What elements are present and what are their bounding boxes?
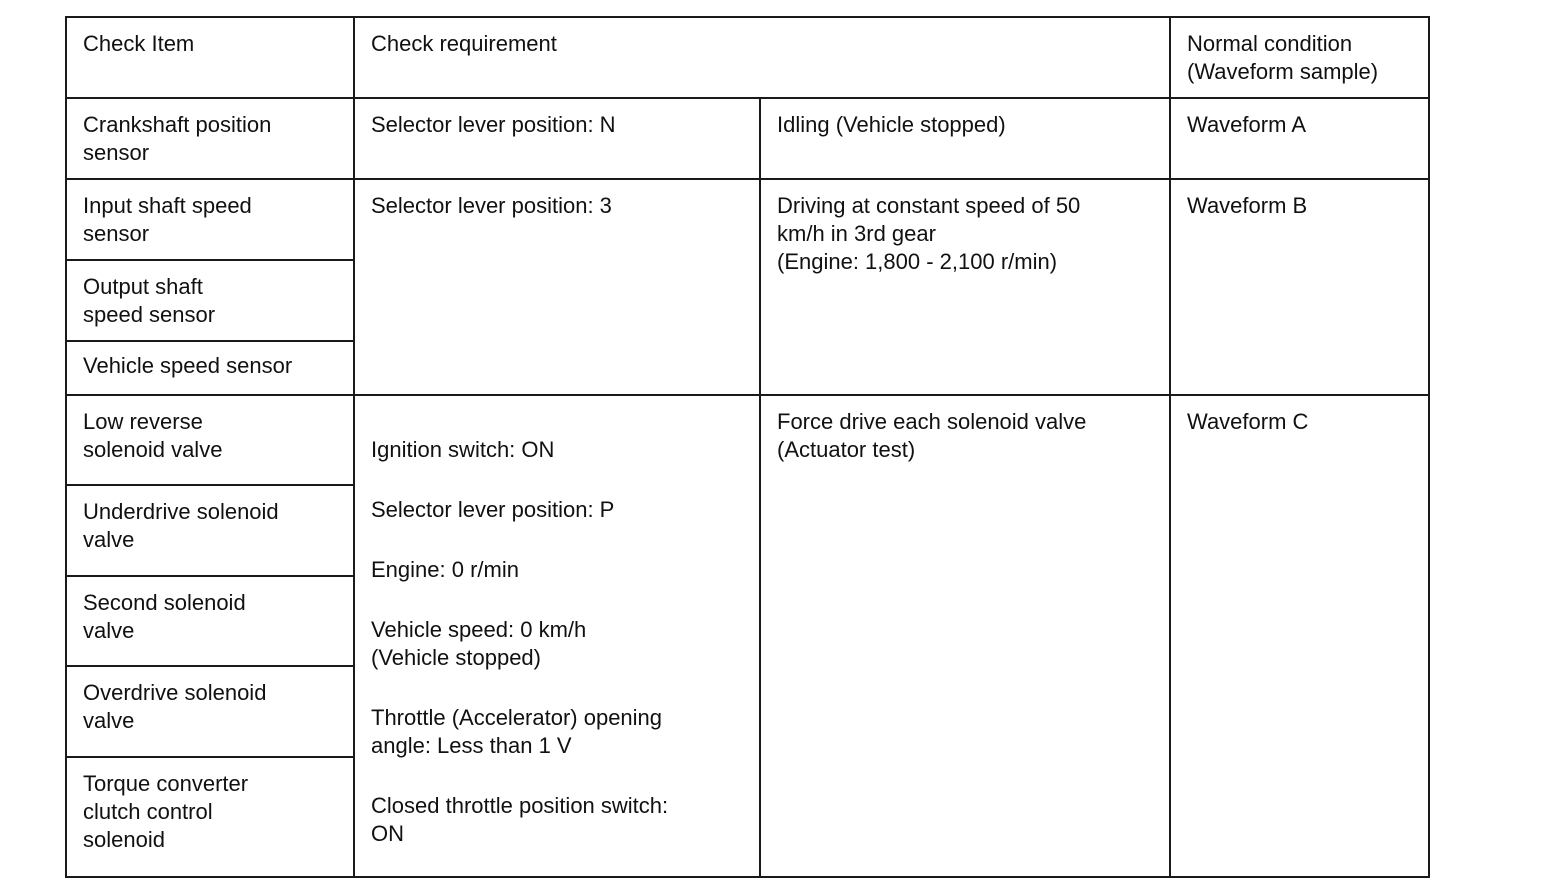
table-row — [66, 179, 1429, 260]
check-item-cell: Underdrive solenoid valve — [66, 485, 354, 575]
requirement-line: Ignition switch: ON — [371, 437, 555, 462]
check-item-cell: Second solenoid valve — [66, 576, 354, 666]
check-item-cell: Overdrive solenoid valve — [66, 666, 354, 756]
requirement-cell: Selector lever position: 3 — [354, 179, 760, 395]
check-item-cell: Input shaft speed sensor — [66, 179, 354, 260]
check-item-cell: Crankshaft position sensor — [66, 98, 354, 179]
condition-cell: Force drive each solenoid valve (Actuator test) — [760, 395, 1170, 877]
header-check-requirement: Check requirement — [354, 17, 1170, 98]
condition-cell: Idling (Vehicle stopped) — [760, 98, 1170, 179]
check-item-cell: Vehicle speed sensor — [66, 341, 354, 395]
check-item-cell: Low reverse solenoid valve — [66, 395, 354, 485]
requirement-line: Vehicle speed: 0 km/h (Vehicle stopped) — [371, 617, 587, 670]
requirement-line: Closed throttle position switch: ON — [371, 793, 669, 846]
waveform-cell: Waveform A — [1170, 98, 1429, 179]
header-check-item: Check Item — [66, 17, 354, 98]
header-row — [66, 17, 1429, 98]
table-row — [66, 98, 1429, 179]
table-row — [66, 395, 1429, 485]
requirement-line: Selector lever position: P — [371, 497, 615, 522]
check-item-cell: Torque converter clutch control solenoid — [66, 757, 354, 878]
requirement-cell — [354, 395, 760, 877]
check-table — [65, 16, 1430, 878]
requirement-cell: Selector lever position: N — [354, 98, 760, 179]
condition-cell: Driving at constant speed of 50 km/h in 3rd gear (Engine: 1,800 - 2,100 r/min) — [760, 179, 1170, 395]
requirement-line: Engine: 0 r/min — [371, 557, 519, 582]
header-normal-condition: Normal condition (Waveform sample) — [1170, 17, 1429, 98]
requirement-line: Throttle (Accelerator) opening angle: Less than 1 V — [371, 705, 663, 758]
check-item-cell: Output shaft speed sensor — [66, 260, 354, 341]
waveform-cell: Waveform C — [1170, 395, 1429, 877]
waveform-cell: Waveform B — [1170, 179, 1429, 395]
